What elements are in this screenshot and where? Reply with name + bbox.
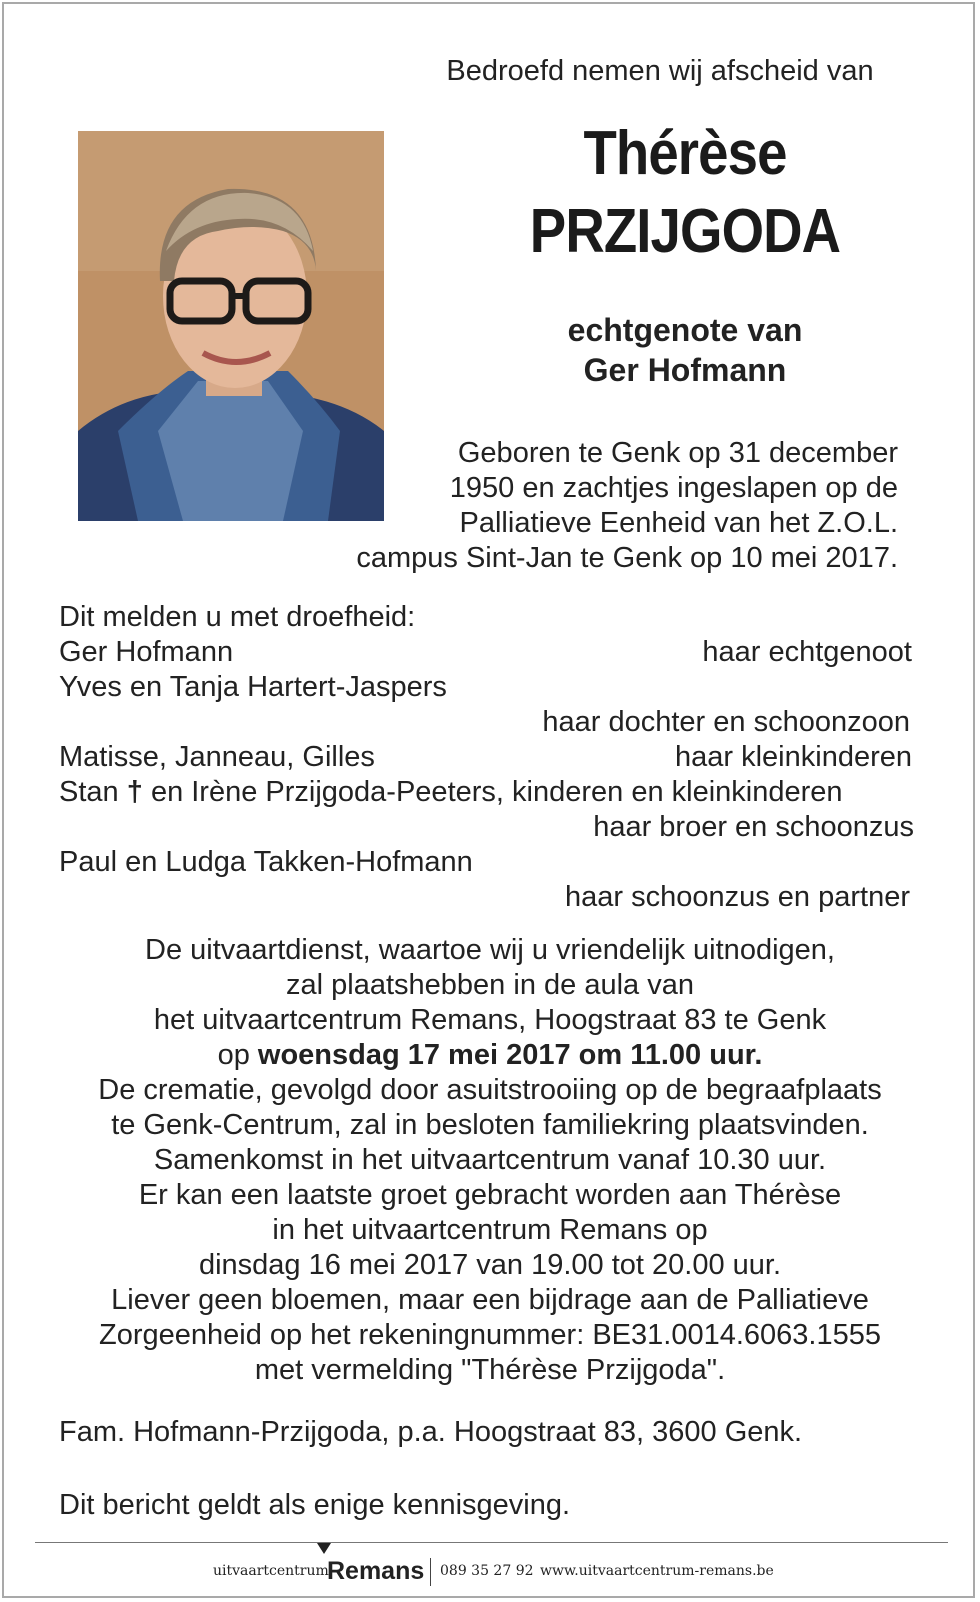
birth-line: Geboren te Genk op 31 december [457,437,898,469]
cross-icon: † [126,776,143,808]
family-name: Ger Hofmann [59,636,234,668]
birth-line: 1950 en zachtjes ingeslapen op de [449,472,898,504]
service-date-prefix: op [217,1039,250,1071]
spouse-label: echtgenote van [567,312,803,348]
service-line: De crematie, gevolgd door asuitstrooiing op de begraafplaats [98,1074,882,1106]
service-line: Er kan een laatste groet gebracht worden aan Thérèse [138,1179,842,1211]
portrait-illustration [78,131,384,521]
family-address: Fam. Hofmann-Przijgoda, p.a. Hoogstraat 83, 3600 Genk. [59,1416,803,1448]
portrait-photo [78,131,384,521]
service-date-line [0,1038,980,1073]
footer-triangle-icon [317,1543,331,1554]
family-name: Yves en Tanja Hartert-Jaspers [59,671,447,703]
notice-text: Dit bericht geldt als enige kennisgeving. [59,1489,571,1521]
deceased-last-name: PRZIJGODA [529,197,841,266]
family-name: Matisse, Janneau, Gilles [59,741,375,773]
footer-divider [35,1542,948,1543]
service-line: zal plaatshebben in de aula van [286,969,694,1001]
service-line: Samenkomst in het uitvaartcentrum vanaf 10.30 uur. [153,1144,827,1176]
service-line: Zorgeenheid op het rekeningnummer: BE31.0014.6063.1555 [99,1319,881,1351]
family-relation: haar schoonzus en partner [565,881,910,913]
family-name-part: en Irène Przijgoda-Peeters, kinderen en kleinkinderen [150,776,843,808]
footer-website[interactable]: www.uitvaartcentrum-remans.be [540,1563,774,1579]
family-name-part: Stan [59,776,119,808]
birth-line: campus Sint-Jan te Genk op 10 mei 2017. [356,542,898,574]
service-line: in het uitvaartcentrum Remans op [272,1214,708,1246]
family-name-with-cross [59,775,843,810]
service-line: Liever geen bloemen, maar een bijdrage aan de Palliatieve [111,1284,869,1316]
service-line: met vermelding "Thérèse Przijgoda". [254,1354,726,1386]
footer-separator [430,1558,431,1586]
service-date: woensdag 17 mei 2017 om 11.00 uur. [257,1039,763,1071]
service-line: dinsdag 16 mei 2017 van 19.00 tot 20.00 uur. [198,1249,782,1281]
family-relation: haar kleinkinderen [675,741,912,773]
intro-text: Bedroefd nemen wij afscheid van [446,55,874,87]
service-line: te Genk-Centrum, zal in besloten familiekring plaatsvinden. [111,1109,869,1141]
service-line: De uitvaartdienst, waartoe wij u vriendelijk uitnodigen, [145,934,835,966]
deceased-first-name: Thérèse [583,119,787,188]
spouse-name: Ger Hofmann [583,352,787,388]
family-relation: haar dochter en schoonzoon [542,706,910,738]
footer-brand: Remans [327,1557,425,1585]
family-relation: haar echtgenoot [702,636,912,668]
birth-line: Palliatieve Eenheid van het Z.O.L. [459,507,898,539]
footer-company-label: uitvaartcentrum [213,1563,329,1579]
family-name: Paul en Ludga Takken-Hofmann [59,846,473,878]
footer-phone: 089 35 27 92 [440,1563,534,1579]
family-relation: haar broer en schoonzus [593,811,914,843]
announce-intro: Dit melden u met droefheid: [59,601,416,633]
service-line: het uitvaartcentrum Remans, Hoogstraat 83 te Genk [153,1004,827,1036]
